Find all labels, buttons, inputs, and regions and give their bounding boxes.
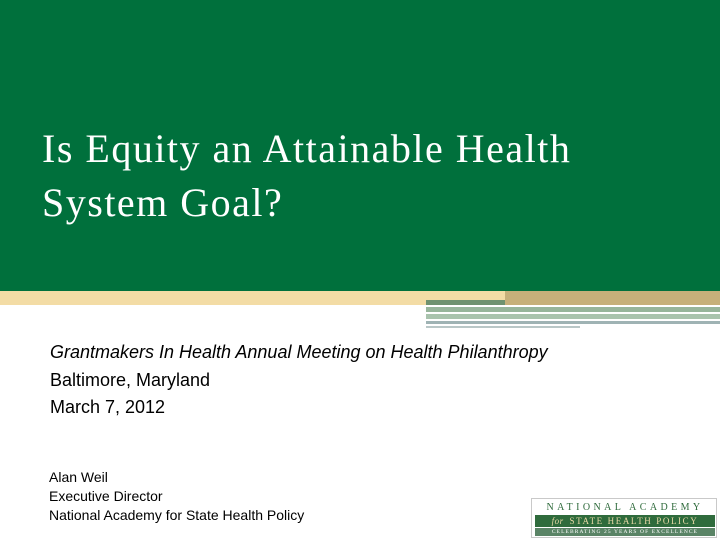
presenter-block — [49, 468, 304, 525]
event-name: Grantmakers In Health Annual Meeting on Health Philanthropy — [50, 342, 548, 362]
logo-state-health-policy-text: STATE HEALTH POLICY — [569, 516, 699, 526]
decorative-stripe-gray-2 — [426, 326, 580, 328]
presenter-organization: National Academy for State Health Policy — [49, 507, 305, 523]
presenter-name: Alan Weil — [49, 469, 108, 485]
nashp-logo — [531, 498, 717, 538]
logo-for-text: for — [551, 516, 564, 526]
event-location: Baltimore, Maryland — [50, 370, 211, 390]
slide-title: Is Equity an Attainable Health System Goal? — [42, 126, 572, 225]
subtitle-block — [50, 341, 610, 421]
event-date: March 7, 2012 — [50, 397, 166, 417]
presenter-role: Executive Director — [49, 488, 163, 504]
logo-line-state-health-policy — [535, 515, 715, 527]
logo-line-celebrating: CELEBRATING 25 YEARS OF EXCELLENCE — [535, 528, 715, 536]
decorative-stripe-dark-tan — [505, 291, 720, 305]
logo-line-national-academy: NATIONAL ACADEMY — [546, 502, 704, 513]
decorative-stripe-green — [426, 300, 505, 305]
decorative-stripe-gray-1 — [426, 321, 720, 324]
